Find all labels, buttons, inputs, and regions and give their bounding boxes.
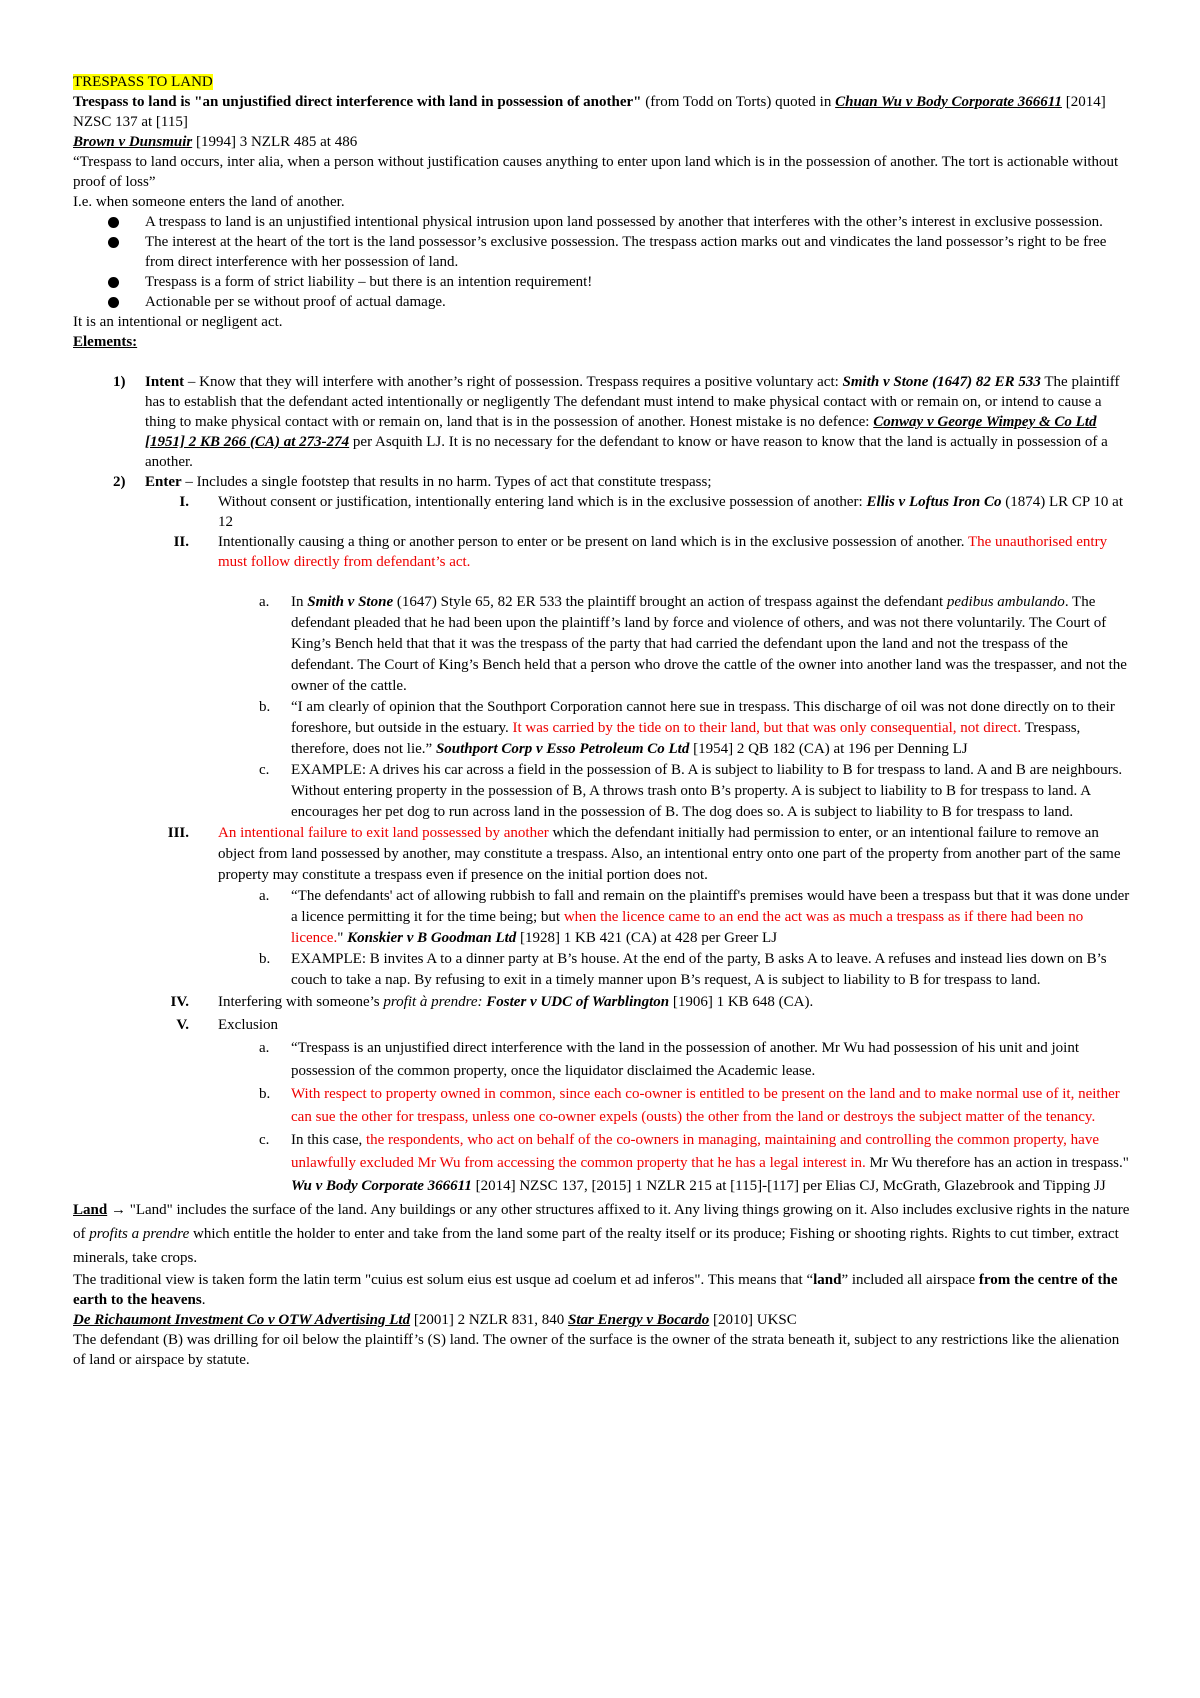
- latin-term: pedibus ambulando: [946, 594, 1065, 610]
- citation-ref: [2014] NZSC 137, [2015] 1 NZLR 215 at [115]-[117] per Elias CJ, McGrath, Glazebrook and Tipping JJ: [471, 1178, 1106, 1194]
- case-citation: Smith v Stone: [307, 594, 394, 610]
- element-label: Enter: [145, 474, 182, 490]
- roman-numeral: II.: [173, 534, 189, 550]
- letter-marker: c.: [259, 762, 270, 778]
- emphasis-text: from the centre of the earth to the heavens: [73, 1272, 1118, 1308]
- land-label: Land: [73, 1202, 108, 1218]
- definition-paragraph: [73, 92, 1133, 132]
- sub-item-ii-b: [73, 697, 1133, 760]
- paragraph-text: which entitle the holder to enter and take from the land some part of the realty itself or its produce; Fishing or shooting rights. Rights to cut timber, extract minerals, take crops.: [73, 1226, 1119, 1266]
- bullet-list: [73, 212, 1133, 312]
- element-enter: [73, 472, 1133, 492]
- letter-marker: c.: [259, 1132, 270, 1148]
- case-citation: Conway v George Wimpey & Co Ltd [1951] 2 KB 266 (CA) at 273-274: [145, 414, 1097, 450]
- case-citation: Southport Corp v Esso Petroleum Co Ltd: [435, 741, 690, 757]
- list-item: [73, 212, 1133, 232]
- highlighted-text: It was carried by the tide on to their land, but that was only consequential, not direct.: [512, 720, 1022, 736]
- case-citation: De Richaumont Investment Co v OTW Advertising Ltd: [73, 1312, 411, 1328]
- item-text: . The defendant pleaded that he had been upon the plaintiff’s land by force and violence of others, and was not there voluntarily. The Court of King’s Bench held that that it was the trespass of the party that had carried the defendant upon the land and not the trespass of the defendant. The Court of King’s Bench held that a person who drove the cattle of the owner into another land was the trespasser, and not the owner of the cattle.: [291, 594, 1127, 694]
- bullet-icon: [108, 237, 119, 248]
- highlighted-text: With respect to property owned in common, since each co-owner is entitled to be present on the land and to make normal use of it, neither can sue the other for trespass, unless one co-owner expels (ousts) the other from the land or destroys the subject matter of the tenancy.: [291, 1086, 1120, 1125]
- highlighted-text: the respondents, who act on behalf of the co-owners in managing, maintaining and controlling the common property, have unlawfully excluded Mr Wu from accessing the common property that he has a legal interest in.: [291, 1132, 1099, 1171]
- item-text: “Trespass is an unjustified direct interference with the land in the possession of another. Mr Wu had possession of his unit and joint possession of the common property, once the liquidator disclaimed the Academic lease.: [291, 1040, 1080, 1079]
- sub-item-ii-a: [73, 592, 1133, 697]
- roman-numeral: IV.: [170, 994, 189, 1010]
- sub-item-ii-c: [73, 760, 1133, 823]
- list-item: [73, 272, 1133, 292]
- definition-source: (from Todd on Torts) quoted in: [641, 94, 836, 110]
- letter-marker: a.: [259, 594, 270, 610]
- title-highlight: TRESPASS TO LAND: [73, 74, 213, 90]
- definition-quote: Trespass to land is "an unjustified direct interference with land in possession of another": [73, 94, 642, 110]
- land-paragraph: [73, 1198, 1133, 1270]
- sub-item-iii-b: [73, 949, 1133, 991]
- sub-item-i: [73, 492, 1133, 532]
- element-text: – Know that they will interfere with another’s right of possession. Trespass requires a positive voluntary act:: [184, 374, 843, 390]
- citation-ref: [1994] 3 NZLR 485 at 486: [192, 134, 358, 150]
- roman-numeral: I.: [179, 494, 189, 510]
- page-title: [73, 72, 1133, 92]
- item-text: Trespass, therefore, does not lie.”: [291, 720, 1081, 757]
- case-citation: Ellis v Loftus Iron Co: [866, 494, 1002, 510]
- sub-item-v-b: [73, 1083, 1133, 1129]
- paragraph-text: .: [201, 1292, 206, 1308]
- citation-ref: [1906] 1 KB 648 (CA).: [669, 994, 814, 1010]
- highlighted-text: The unauthorised entry must follow directly from defendant’s act.: [218, 534, 1108, 570]
- bullet-icon: [108, 217, 119, 228]
- element-label: Intent: [145, 374, 185, 390]
- element-text: per Asquith LJ. It is no necessary for the defendant to know or have reason to know that the land is actually in possession of a another.: [145, 434, 1108, 470]
- emphasis-text: land: [813, 1272, 842, 1288]
- paragraph-text: "Land" includes the surface of the land. Any buildings or any other structures affixed to it. Any living things growing on it. Also includes exclusive rights in the nature of: [73, 1202, 1130, 1242]
- element-text: – Includes a single footstep that results in no harm. Types of act that constitute trespass;: [181, 474, 712, 490]
- roman-numeral: III.: [167, 825, 189, 841]
- item-text: EXAMPLE: B invites A to a dinner party at B’s house. At the end of the party, B asks A to leave. A refuses and instead lies down on B’s couch to take a nap. By refusing to exit in a timely manner upon B’s request, A is subject to liability to B for trespass to land.: [291, 951, 1107, 988]
- citation-ref: [2001] 2 NZLR 831, 840: [410, 1312, 569, 1328]
- latin-term: profit à prendre:: [383, 994, 487, 1010]
- item-text: Without consent or justification, intentionally entering land which is in the exclusive possession of another:: [218, 494, 867, 510]
- drilling-paragraph: The defendant (B) was drilling for oil below the plaintiff’s (S) land. The owner of the surface is the owner of the strata beneath it, subject to any restrictions like the alienation of land or airspace by statute.: [73, 1332, 1120, 1368]
- elements-heading: Elements:: [73, 334, 138, 350]
- case-citation: Star Energy v Bocardo: [568, 1312, 710, 1328]
- list-number: 1): [113, 374, 126, 390]
- list-item: [73, 292, 1133, 312]
- item-text: ": [337, 930, 348, 946]
- ie-paragraph: I.e. when someone enters the land of another.: [73, 194, 345, 210]
- item-text: EXAMPLE: A drives his car across a field in the possession of B. A is subject to liability to B for trespass to land. A and B are neighbours. Without entering property in the possession of B, A throws trash onto B’s property. A is subject to liability to B for trespass to land. A encourages her pet dog to run across land in the possession of B. The dog does so. A is subject to liability to B for trespass to land.: [291, 762, 1123, 820]
- element-text: The plaintiff has to establish that the defendant acted intentionally or negligently The defendant must intend to make physical contact with or remain on, or intend to cause a thing to make physical contact with or remain on, land that is in the possession of another. Honest mistake is no defence:: [145, 374, 1120, 430]
- roman-numeral: V.: [176, 1017, 189, 1033]
- citation-ref: (1874) LR CP 10 at 12: [218, 494, 1123, 530]
- bullet-icon: [108, 277, 119, 288]
- case-citation: Smith v Stone (1647) 82 ER 533: [842, 374, 1041, 390]
- bullet-text: Actionable per se without proof of actual damage.: [145, 294, 446, 310]
- sub-item-ii: [73, 532, 1133, 572]
- bullet-text: Trespass is a form of strict liability – but there is an intention requirement!: [145, 274, 593, 290]
- letter-marker: b.: [259, 699, 271, 715]
- letter-marker: a.: [259, 1040, 270, 1056]
- case-citation: Chuan Wu v Body Corporate 366611: [835, 94, 1062, 110]
- latin-term: profits a prendre: [89, 1226, 190, 1242]
- arrow-icon: →: [107, 1202, 130, 1218]
- letter-marker: b.: [259, 951, 271, 967]
- paragraph-text: ” included all airspace: [841, 1272, 979, 1288]
- sub-item-v-a: [73, 1037, 1133, 1083]
- letter-marker: b.: [259, 1086, 271, 1102]
- citation-ref: [2014] NZSC 137 at [115]: [73, 94, 1106, 130]
- letter-marker: a.: [259, 888, 270, 904]
- citation-ref: [2010] UKSC: [709, 1312, 797, 1328]
- case-line: [73, 1310, 1133, 1330]
- bullet-icon: [108, 297, 119, 308]
- citation-ref: [1928] 1 KB 421 (CA) at 428 per Greer LJ: [516, 930, 778, 946]
- case-citation: Brown v Dunsmuir: [73, 134, 193, 150]
- latin-paragraph: [73, 1270, 1133, 1310]
- list-number: 2): [113, 474, 126, 490]
- citation-ref: [1954] 2 QB 182 (CA) at 196 per Denning LJ: [689, 741, 968, 757]
- item-text: In: [291, 594, 308, 610]
- list-item: [73, 232, 1133, 272]
- brown-citation: [73, 132, 1133, 152]
- negligent-paragraph: It is an intentional or negligent act.: [73, 314, 283, 330]
- paragraph-text: The traditional view is taken form the latin term "cuius est solum eius est usque ad coelum et ad inferos". This means that “: [73, 1272, 814, 1288]
- sub-item-iv: [73, 991, 1133, 1014]
- document-page: [73, 72, 1133, 1370]
- bullet-text: The interest at the heart of the tort is the land possessor’s exclusive possession. The trespass action marks out and vindicates the land possessor’s right to be free from direct interference with her possession of land.: [145, 234, 1107, 270]
- item-text: (1647) Style 65, 82 ER 533 the plaintiff brought an action of trespass against the defendant: [393, 594, 947, 610]
- case-citation: Konskier v B Goodman Ltd: [347, 930, 517, 946]
- sub-item-iii: [73, 823, 1133, 886]
- item-text: “The defendants' act of allowing rubbish to fall and remain on the plaintiff's premises would have been a trespass but that it was done under a licence permitting it for the time being; but: [291, 888, 1130, 925]
- sub-item-v-c: [73, 1129, 1133, 1198]
- sub-item-iii-a: [73, 886, 1133, 949]
- item-text: Intentionally causing a thing or another person to enter or be present on land which is in the exclusive possession of another.: [218, 534, 968, 550]
- highlighted-text: when the licence came to an end the act was as much a trespass as if there had been no licence.: [291, 909, 1084, 946]
- item-text: which the defendant initially had permission to enter, or an intentional failure to remove an object from land possessed by another, may constitute a trespass. Also, an intentional entry onto one part of the property from another part of the same property may constitute a trespass even if presence on the initial portion does not.: [218, 825, 1121, 883]
- bullet-text: A trespass to land is an unjustified intentional physical intrusion upon land possessed by another that interferes with the other’s interest in exclusive possession.: [145, 214, 1103, 230]
- sub-item-v: [73, 1014, 1133, 1037]
- quote-paragraph: “Trespass to land occurs, inter alia, when a person without justification causes anything to enter upon land which is in the possession of another. The tort is actionable without proof of loss”: [73, 154, 1119, 190]
- item-text: In this case,: [291, 1132, 366, 1148]
- highlighted-text: An intentional failure to exit land possessed by another: [218, 825, 549, 841]
- item-text: “I am clearly of opinion that the Southport Corporation cannot here sue in trespass. This discharge of oil was not done directly on to their foreshore, but outside in the estuary.: [291, 699, 1115, 736]
- item-text: Exclusion: [218, 1017, 278, 1033]
- item-text: Mr Wu therefore has an action in trespass.": [865, 1155, 1129, 1171]
- item-text: Interfering with someone’s: [218, 994, 384, 1010]
- case-citation: Foster v UDC of Warblington: [486, 994, 670, 1010]
- case-citation: Wu v Body Corporate 366611: [291, 1178, 472, 1194]
- element-intent: [73, 372, 1133, 472]
